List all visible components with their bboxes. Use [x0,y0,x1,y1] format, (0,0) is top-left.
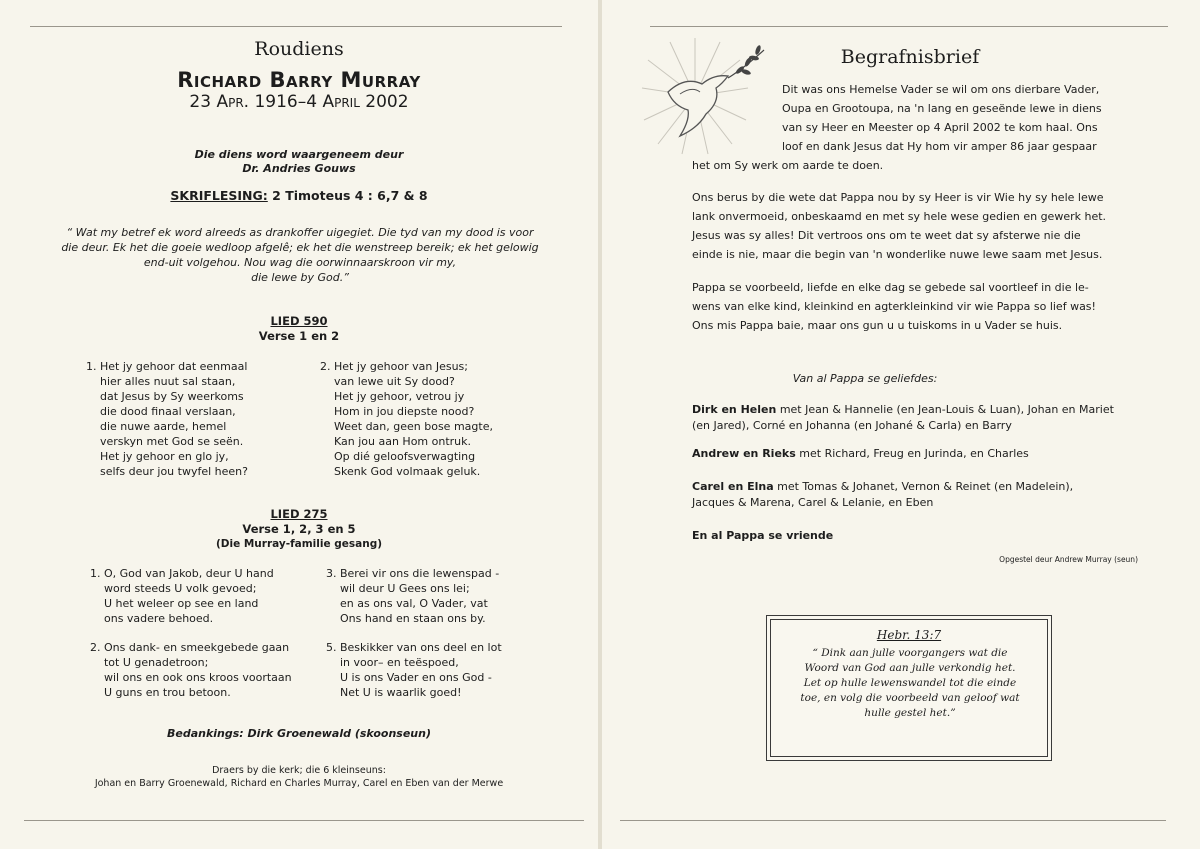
family-members: met Tomas & Johanet, Vernon & Reinet (en Madelein), [773,480,1074,493]
bottom-rule-right [620,820,1166,821]
hymn-verses: Verse 1 en 2 [258,329,340,343]
family-name: Dirk en Helen [692,403,777,416]
scripture-box [766,615,1052,761]
hymn-275-heading [0,507,598,552]
letter-paragraph-1 [692,80,1152,175]
scripture-label: SKRIFLESING: [170,188,268,203]
scripture-reference: 2 Timoteus 4 : 6,7 & 8 [272,188,428,203]
paragraph-line: Ons mis Pappa baie, maar ons gun u u tuiskoms in u Vader se huis. [692,319,1063,332]
hymn-590-heading [0,314,598,344]
hymn-number: LIED 590 [270,314,328,328]
paragraph-line: Ons berus by die wete dat Pappa nou by sy Heer is vir Wie hy sy hele lewe [692,191,1104,204]
paragraph-line: Oupa en Grootoupa, na 'n lang en geseënde lewe in diens [782,102,1102,115]
hymn-note: (Die Murray-familie gesang) [215,538,383,550]
officiant-line: Die diens word waargeneem deur [194,148,404,161]
paragraph-line: wens van elke kind, kleinkind en agterkleinkind vir wie Pappa so lief was! [692,300,1096,313]
pallbearers-line: Johan en Barry Groenewald, Richard en Charles Murray, Carel en Eben van der Merwe [94,778,504,789]
hymn-275-verse-2: 2. Ons dank- en smeekgebede gaan tot U genadetroon; wil ons en ook ons kroos voortaan U guns en trou betoon. [90,641,292,699]
family-entry [692,479,1152,511]
quote-line: end-uit volgehou. Nou wag die oorwinnaarskroon vir my, [143,256,457,269]
scripture-box-line: Woord van God aan julle verkondig het. [804,662,1016,674]
paragraph-line: van sy Heer en Meester op 4 April 2002 te kom haal. Ons [782,121,1098,134]
deceased-name: Richard Barry Murray [177,68,421,92]
scripture-box-line: hulle gestel het.” [864,707,956,719]
scripture-box-line: “ Dink aan julle voorgangers wat die [812,647,1008,659]
scripture-box-line: toe, en volg die voorbeeld van geloof wat [800,692,1020,704]
letter-paragraph-3 [692,278,1152,335]
officiant-note [0,148,598,176]
hymn-590-verse-1: 1. Het jy gehoor dat eenmaal hier alles nuut sal staan, dat Jesus by Sy weerkoms die dood finaal verslaan, die nuwe aarde, hemel verskyn met God se seën. Het jy gehoor en glo jy, selfs deur jou twyfel heen? [86,360,248,478]
life-dates: 23 Apr. 1916–4 April 2002 [189,92,409,112]
pallbearers-line: Draers by die kerk; die 6 kleinseuns: [212,765,386,776]
family-entry [692,446,1152,462]
scripture-box-text [785,646,1035,721]
paragraph-line: Pappa se voorbeeld, liefde en elke dag se gebede sal voortleef in die le- [692,281,1089,294]
top-rule-right [650,26,1168,27]
quote-line: “ Wat my betref ek word alreeds as drankoffer uigegiet. Die tyd van my dood is voor [66,226,534,239]
author-credit: Opgestel deur Andrew Murray (seun) [999,555,1138,564]
paragraph-line: loof en dank Jesus dat Hy hom vir amper 86 jaar gespaar [782,140,1097,153]
family-name: Carel en Elna [692,480,774,493]
officiant-line: Dr. Andries Gouws [242,162,356,175]
memorial-heading: Roudiens [254,38,344,60]
friends-line: En al Pappa se vriende [692,529,834,542]
hymn-number: LIED 275 [270,507,328,521]
bottom-rule-left [24,820,584,821]
hymn-275-verse-5: 5. Beskikker van ons deel en lot in voor– en teëspoed, U is ons Vader en ons God - Net U is waarlik goed! [326,641,502,699]
family-members: met Richard, Freug en Jurinda, en Charles [795,447,1029,460]
family-entry [692,402,1152,434]
quote-line: die deur. Ek het die goeie wedloop afgelê; ek het die wenstreep bereik; ek het gelowig [61,241,539,254]
hymn-275-verse-3: 3. Berei vir ons die lewenspad - wil deur U Gees ons lei; en as ons val, O Vader, vat Ons hand en staan ons by. [326,567,500,625]
acknowledgements: Bedankings: Dirk Groenewald (skoonseun) [167,727,431,740]
scripture-reading [0,188,598,203]
top-rule-left [30,26,562,27]
hymn-275-verse-1: 1. O, God van Jakob, deur U hand word steeds U volk gevoed; U het weleer op see en land ons vadere behoed. [90,567,274,625]
quote-line: die lewe by God.” [251,271,349,284]
hymn-verses: Verse 1, 2, 3 en 5 [242,522,356,536]
paragraph-line: lank onvermoeid, onbeskaamd en met sy hele wese gedien en gewerk het. [692,210,1107,223]
letter-paragraph-2 [692,188,1152,264]
paragraph-line: einde is nie, maar die begin van 'n wonderlike nuwe lewe saam met Jesus. [692,248,1103,261]
scripture-box-reference: Hebr. 13:7 [876,628,942,642]
paragraph-line: het om Sy werk om aarde te doen. [692,159,884,172]
paragraph-line: Dit was ons Hemelse Vader se wil om ons dierbare Vader, [782,83,1100,96]
hymn-590-verse-2: 2. Het jy gehoor van Jesus; van lewe uit Sy dood? Het jy gehoor, vetrou jy Hom in jou diepste nood? Weet dan, geen bose magte, Kan jou aan Hom ontruk. Op dié geloofsverwagting Skenk God volmaak geluk. [320,360,493,478]
scripture-box-line: Let op hulle lewenswandel tot die einde [803,677,1017,689]
family-members: Jacques & Marena, Carel & Lelanie, en Eben [692,496,934,509]
family-name: Andrew en Rieks [692,447,796,460]
family-members: (en Jared), Corné en Johanna (en Johané & Carla) en Barry [692,419,1012,432]
family-members: met Jean & Hannelie (en Jean-Louis & Luan), Johan en Mariet [776,403,1114,416]
letter-title: Begrafnisbrief [840,46,980,68]
paragraph-line: Jesus was sy alles! Dit vertroos ons om te weet dat sy afsterwe nie die [692,229,1081,242]
scripture-quote [40,225,560,285]
pallbearers [0,764,598,790]
family-intro: Van al Pappa se geliefdes: [792,372,938,385]
